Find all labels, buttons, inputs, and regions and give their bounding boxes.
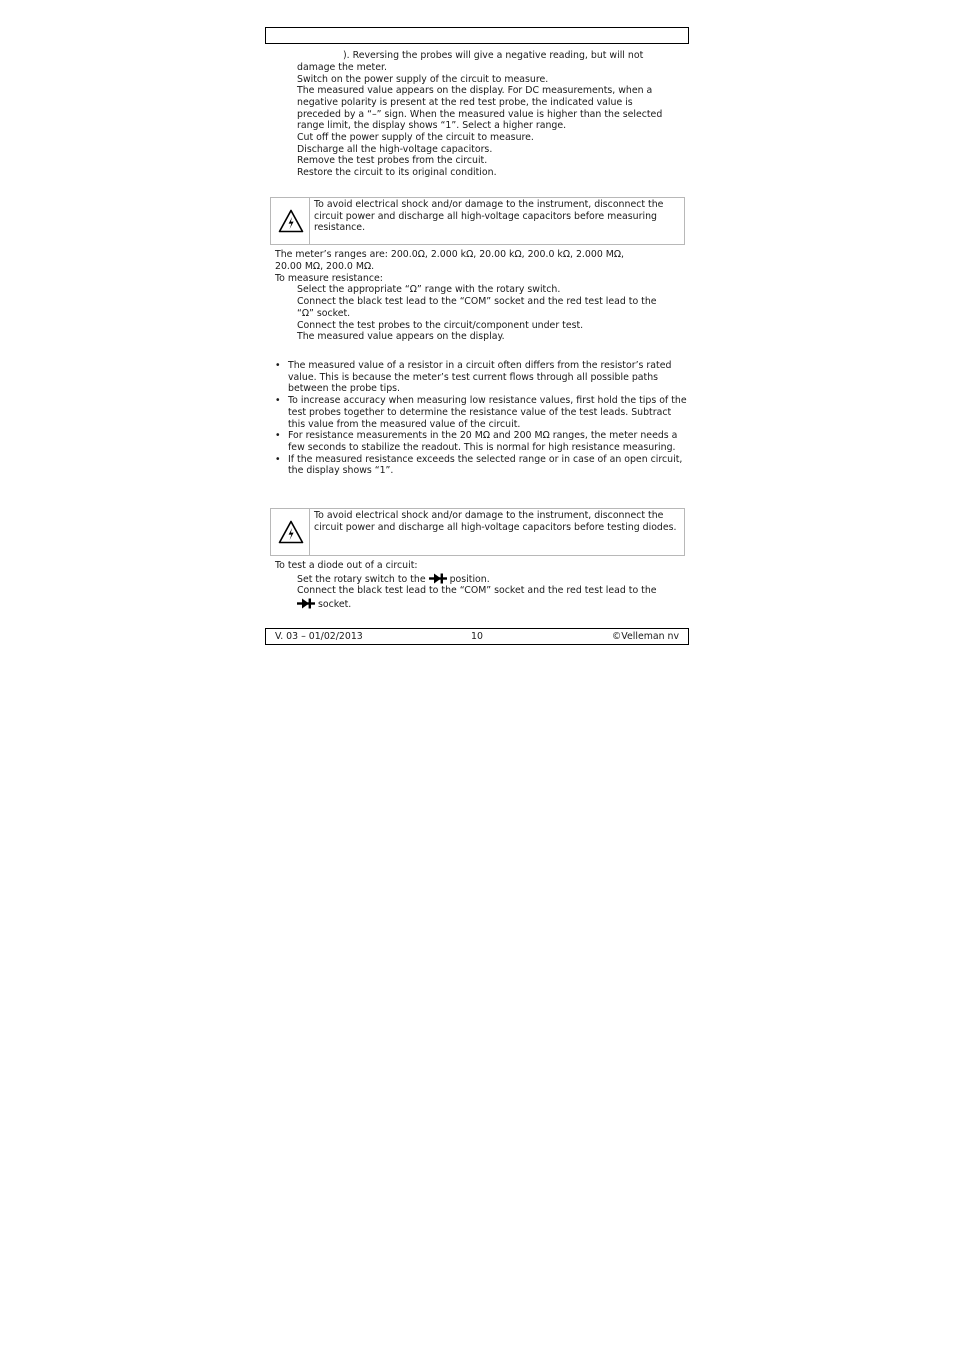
- warning-text: To avoid electrical shock and/or damage to the instrument, disconnect the circuit power and discharge all high-voltage capacitors before testing diodes.: [314, 510, 677, 533]
- high-voltage-warning-icon: [278, 209, 304, 233]
- footer-page-number: 10: [471, 631, 483, 642]
- step-text: socket.: [317, 599, 352, 610]
- footer-version: V. 03 – 01/02/2013: [275, 631, 363, 642]
- warning-box-resistance: [270, 197, 685, 245]
- list-item: • If the measured resistance exceeds the selected range or in case of an open circuit, the display shows “1”.: [275, 454, 687, 477]
- text-line: range limit, the display shows “1”. Select a higher range.: [297, 120, 567, 131]
- text-line: preceded by a “–” sign. When the measured value is higher than the selected: [297, 109, 663, 120]
- page-footer: [265, 628, 689, 645]
- step-line: Connect the black test lead to the “COM” socket and the red test lead to the: [297, 585, 657, 596]
- text-line: Switch on the power supply of the circuit to measure.: [297, 74, 549, 85]
- list-item: • To increase accuracy when measuring low resistance values, first hold the tips of the test probes together to determine the resistance value of the test leads. Subtract this value from the measured value of the circuit.: [275, 395, 687, 430]
- text-line: Restore the circuit to its original condition.: [297, 167, 497, 178]
- diode-icon: [429, 573, 447, 584]
- high-voltage-warning-icon: [278, 520, 304, 544]
- page-header-box: [265, 27, 689, 44]
- step-line: The measured value appears on the display.: [297, 331, 505, 342]
- section-intro: To measure resistance:: [275, 273, 383, 284]
- ranges-line: 20.00 MΩ, 200.0 MΩ.: [275, 261, 375, 272]
- step-line: Select the appropriate “Ω” range with the rotary switch.: [297, 284, 561, 295]
- text-line: ). Reversing the probes will give a negative reading, but will not: [343, 50, 644, 61]
- ranges-line: The meter’s ranges are: 200.0Ω, 2.000 kΩ, 20.00 kΩ, 200.0 kΩ, 2.000 MΩ,: [275, 249, 625, 260]
- section-intro: To test a diode out of a circuit:: [275, 560, 418, 571]
- text-line: Cut off the power supply of the circuit to measure.: [297, 132, 534, 143]
- list-item: • The measured value of a resistor in a circuit often differs from the resistor’s rated value. This is because the meter’s test current flows through all possible paths between the probe tips.: [275, 360, 687, 395]
- notes-list: [275, 360, 687, 477]
- footer-copyright: ©Velleman nv: [611, 631, 679, 642]
- step-line: Connect the black test lead to the “COM” socket and the red test lead to the: [297, 296, 657, 307]
- text-line: Remove the test probes from the circuit.: [297, 155, 488, 166]
- step-text: Set the rotary switch to the: [297, 574, 426, 585]
- diode-icon: [297, 598, 315, 609]
- text-line: Discharge all the high-voltage capacitors.: [297, 144, 493, 155]
- warning-text: To avoid electrical shock and/or damage to the instrument, disconnect the circuit power and discharge all high-voltage capacitors before measuring resistance.: [314, 199, 664, 234]
- warning-box-diode: [270, 508, 685, 556]
- step-line: [297, 573, 490, 586]
- list-item: • For resistance measurements in the 20 MΩ and 200 MΩ ranges, the meter needs a few seconds to stabilize the readout. This is normal for high resistance measuring.: [275, 430, 687, 453]
- step-text: position.: [449, 574, 490, 585]
- step-line: “Ω” socket.: [297, 308, 351, 319]
- text-line: The measured value appears on the display. For DC measurements, when a: [297, 85, 653, 96]
- text-line: negative polarity is present at the red test probe, the indicated value is: [297, 97, 633, 108]
- step-line: [297, 598, 351, 611]
- text-line: damage the meter.: [297, 62, 387, 73]
- step-line: Connect the test probes to the circuit/component under test.: [297, 320, 584, 331]
